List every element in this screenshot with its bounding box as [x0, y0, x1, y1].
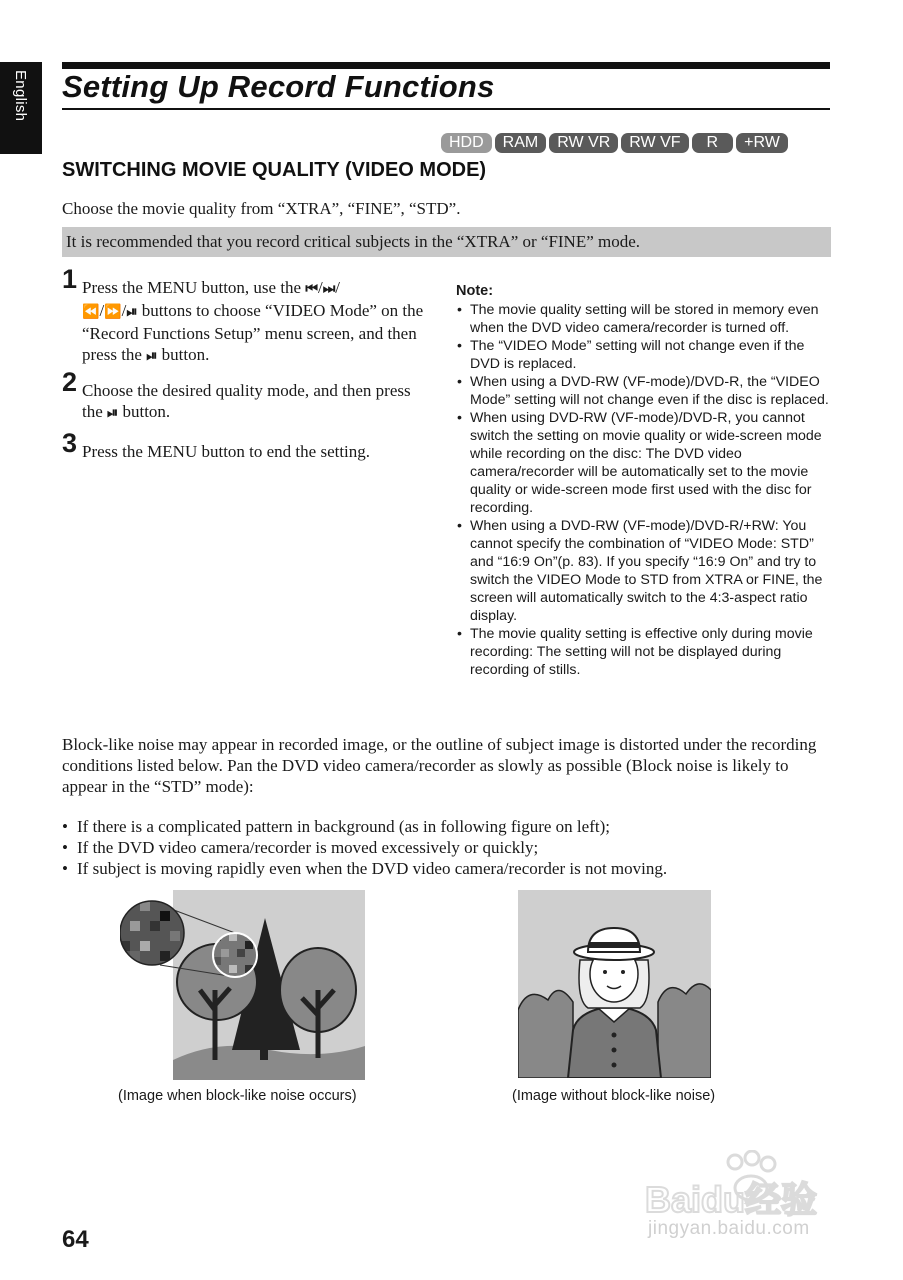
- note-item: • The movie quality setting is effective only during movie recording: The setting will not be displayed during recording of stills.: [456, 625, 832, 679]
- title-rule-bottom: [62, 108, 830, 110]
- conditions-list: [62, 816, 842, 879]
- note-item: • The movie quality setting will be stored in memory even when the DVD video camera/recorder is turned off.: [456, 301, 832, 337]
- note-list: [456, 301, 832, 679]
- watermark-logo-text: Baidu经验: [645, 1179, 818, 1220]
- media-tags: [441, 133, 788, 153]
- rewind-icon: ⏪: [82, 304, 100, 320]
- recommendation-box: [62, 227, 831, 257]
- media-tag-hdd: HDD: [441, 133, 492, 153]
- step-3: [62, 428, 432, 462]
- fast-forward-icon: ⏩: [104, 304, 122, 320]
- title-rule-top: [62, 62, 830, 69]
- noisy-image-figure: [120, 890, 365, 1080]
- note-item: • When using a DVD-RW (VF-mode)/DVD-R/+RW: You cannot specify the combination of “VIDEO Mode: STD” and “16:9 On”(p. 83). If you specify “16:9 On” and try to switch the VIDEO Mode to STD from XTRA or FINE, the screen will automatically switch to the 4:3-aspect ratio display.: [456, 517, 832, 625]
- step-1: [62, 264, 432, 367]
- step-2: [62, 367, 432, 424]
- language-tab-label: English: [12, 70, 29, 122]
- recommendation-text: It is recommended that you record critical subjects in the “XTRA” or “FINE” mode.: [66, 232, 641, 251]
- play-pause-icon: ⏯: [126, 304, 138, 320]
- step-number: 2: [62, 367, 78, 397]
- prev-icon: ⏮: [305, 281, 318, 297]
- bush-left: [518, 990, 573, 1078]
- section-heading: SWITCHING MOVIE QUALITY (VIDEO MODE): [62, 159, 487, 181]
- condition-item: • If the DVD video camera/recorder is moved excessively or quickly;: [62, 837, 842, 858]
- media-tag-rw-vr: RW VR: [549, 133, 618, 153]
- step-text: Press the MENU button to end the setting.: [82, 442, 371, 461]
- intro-text: Choose the movie quality from “XTRA”, “FINE”, “STD”.: [62, 199, 461, 218]
- bush-right: [658, 984, 711, 1078]
- note-box: [456, 282, 832, 679]
- watermark-url: jingyan.baidu.com: [648, 1218, 810, 1239]
- right-figure-caption: (Image without block-like noise): [512, 1088, 716, 1104]
- next-icon: ⏭: [322, 281, 336, 297]
- condition-item: • If there is a complicated pattern in background (as in following figure on left);: [62, 816, 842, 837]
- note-item: • The “VIDEO Mode” setting will not change even if the DVD is replaced.: [456, 337, 832, 373]
- step-number: 3: [62, 428, 78, 458]
- left-figure-caption: (Image when block-like noise occurs): [118, 1088, 357, 1104]
- body-paragraph: Block-like noise may appear in recorded image, or the outline of subject image is distorted under the recording conditions listed below. Pan the DVD video camera/recorder as slowly as possible (Block noise is likely to appear in the “STD” mode):: [62, 735, 817, 796]
- step-text: Press the MENU button, use the ⏮/⏭/ ⏪/⏩/⏯ buttons to choose “VIDEO Mode” on the “Record Functions Setup” menu screen, and then press the ⏯ button.: [82, 278, 424, 364]
- language-tab: [0, 62, 42, 154]
- media-tag-r: R: [692, 133, 734, 153]
- condition-item: • If subject is moving rapidly even when the DVD video camera/recorder is not moving.: [62, 858, 842, 879]
- page-title: Setting Up Record Functions: [62, 69, 495, 104]
- play-pause-icon: ⏯: [146, 348, 158, 364]
- media-tag-plus-rw: +RW: [736, 133, 788, 153]
- media-tag-rw-vf: RW VF: [621, 133, 688, 153]
- note-item: • When using a DVD-RW (VF-mode)/DVD-R, the “VIDEO Mode” setting will not change even if the disc is replaced.: [456, 373, 832, 409]
- note-title: Note:: [456, 283, 494, 299]
- step-number: 1: [62, 264, 78, 294]
- step-text: Choose the desired quality mode, and then press the ⏯ button.: [82, 381, 411, 421]
- play-pause-icon: ⏯: [107, 405, 119, 421]
- media-tag-ram: RAM: [495, 133, 547, 153]
- note-item: • When using DVD-RW (VF-mode)/DVD-R, you cannot switch the setting on movie quality or wide-screen mode while recording on the disc: The DVD video camera/recorder will be automatically set to the movie quality or wide-screen mode first used with the disc for recording.: [456, 409, 832, 517]
- clean-image-figure: [518, 890, 711, 1078]
- page-number: 64: [62, 1226, 89, 1253]
